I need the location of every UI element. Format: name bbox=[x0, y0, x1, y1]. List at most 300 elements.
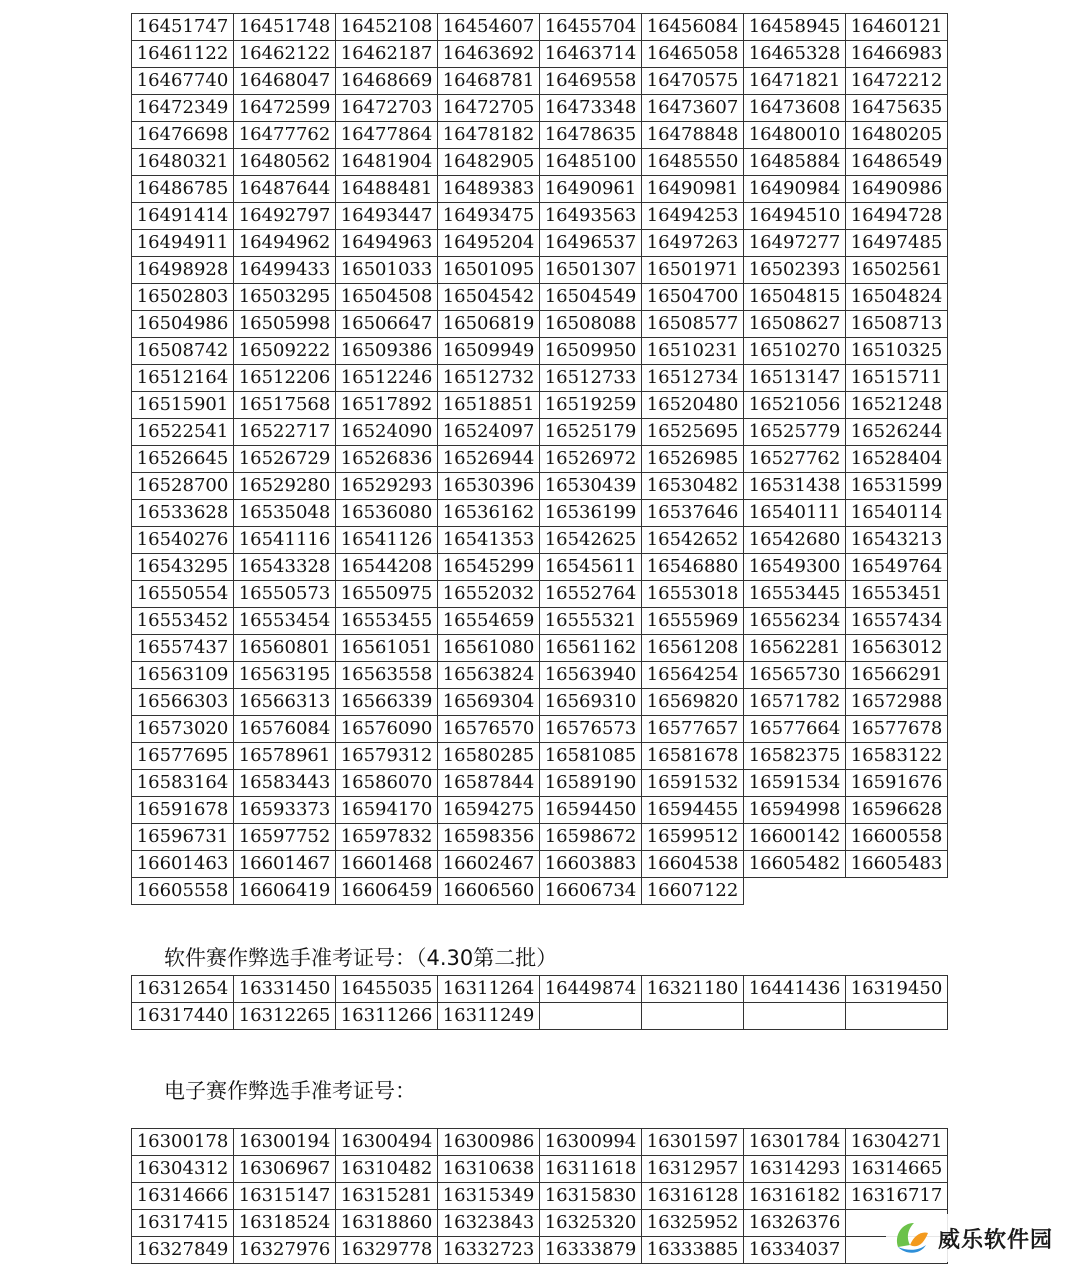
id-cell: 16564254 bbox=[642, 662, 744, 689]
id-cell: 16334037 bbox=[744, 1237, 846, 1264]
table-row bbox=[132, 149, 948, 176]
table-row bbox=[132, 392, 948, 419]
id-cell: 16537646 bbox=[642, 500, 744, 527]
table-row bbox=[132, 1210, 948, 1237]
id-cell: 16530396 bbox=[438, 473, 540, 500]
id-cell: 16458945 bbox=[744, 14, 846, 41]
id-cell: 16521248 bbox=[846, 392, 948, 419]
id-cell: 16569310 bbox=[540, 689, 642, 716]
table-row bbox=[132, 662, 948, 689]
id-cell: 16501095 bbox=[438, 257, 540, 284]
id-cell: 16455704 bbox=[540, 14, 642, 41]
id-cell: 16512733 bbox=[540, 365, 642, 392]
id-cell: 16599512 bbox=[642, 824, 744, 851]
id-cell: 16552764 bbox=[540, 581, 642, 608]
electronics-id-table-body bbox=[132, 1129, 948, 1264]
id-cell: 16561080 bbox=[438, 635, 540, 662]
id-cell: 16562281 bbox=[744, 635, 846, 662]
id-cell: 16473607 bbox=[642, 95, 744, 122]
id-cell: 16497485 bbox=[846, 230, 948, 257]
electronics-id-table bbox=[131, 1128, 948, 1264]
id-cell: 16531599 bbox=[846, 473, 948, 500]
id-cell: 16545299 bbox=[438, 554, 540, 581]
id-cell: 16480205 bbox=[846, 122, 948, 149]
id-cell: 16526985 bbox=[642, 446, 744, 473]
id-cell: 16563109 bbox=[132, 662, 234, 689]
id-cell: 16491414 bbox=[132, 203, 234, 230]
table-row bbox=[132, 41, 948, 68]
id-cell: 16508088 bbox=[540, 311, 642, 338]
id-cell: 16494962 bbox=[234, 230, 336, 257]
id-cell: 16318524 bbox=[234, 1210, 336, 1237]
id-cell: 16482905 bbox=[438, 149, 540, 176]
id-cell: 16525779 bbox=[744, 419, 846, 446]
id-cell: 16519259 bbox=[540, 392, 642, 419]
id-cell: 16540114 bbox=[846, 500, 948, 527]
id-cell: 16591678 bbox=[132, 797, 234, 824]
id-cell: 16578961 bbox=[234, 743, 336, 770]
id-cell: 16460121 bbox=[846, 14, 948, 41]
id-cell: 16312957 bbox=[642, 1156, 744, 1183]
id-cell: 16467740 bbox=[132, 68, 234, 95]
id-cell: 16506819 bbox=[438, 311, 540, 338]
id-cell: 16583122 bbox=[846, 743, 948, 770]
id-cell: 16315830 bbox=[540, 1183, 642, 1210]
id-cell: 16508577 bbox=[642, 311, 744, 338]
id-cell: 16607122 bbox=[642, 878, 744, 905]
id-cell: 16561051 bbox=[336, 635, 438, 662]
id-cell: 16549764 bbox=[846, 554, 948, 581]
id-cell: 16555321 bbox=[540, 608, 642, 635]
id-cell: 16573020 bbox=[132, 716, 234, 743]
id-cell: 16521056 bbox=[744, 392, 846, 419]
id-cell: 16542680 bbox=[744, 527, 846, 554]
table-row bbox=[132, 203, 948, 230]
id-cell: 16472349 bbox=[132, 95, 234, 122]
id-cell: 16577695 bbox=[132, 743, 234, 770]
id-cell: 16300178 bbox=[132, 1129, 234, 1156]
id-cell: 16311249 bbox=[438, 1003, 540, 1030]
id-cell: 16546880 bbox=[642, 554, 744, 581]
id-cell: 16318860 bbox=[336, 1210, 438, 1237]
id-cell: 16557434 bbox=[846, 608, 948, 635]
software-id-table bbox=[131, 975, 948, 1030]
table-row bbox=[132, 635, 948, 662]
id-cell: 16504700 bbox=[642, 284, 744, 311]
id-cell: 16606459 bbox=[336, 878, 438, 905]
id-cell: 16580285 bbox=[438, 743, 540, 770]
id-cell: 16552032 bbox=[438, 581, 540, 608]
id-cell: 16462187 bbox=[336, 41, 438, 68]
id-cell: 16572988 bbox=[846, 689, 948, 716]
table-row bbox=[132, 473, 948, 500]
id-cell bbox=[642, 1003, 744, 1030]
id-cell: 16333879 bbox=[540, 1237, 642, 1264]
id-cell: 16581678 bbox=[642, 743, 744, 770]
id-cell: 16593373 bbox=[234, 797, 336, 824]
id-cell: 16594170 bbox=[336, 797, 438, 824]
id-cell: 16553445 bbox=[744, 581, 846, 608]
id-cell: 16465328 bbox=[744, 41, 846, 68]
id-cell: 16468047 bbox=[234, 68, 336, 95]
id-cell: 16530439 bbox=[540, 473, 642, 500]
id-cell: 16601467 bbox=[234, 851, 336, 878]
id-cell: 16566303 bbox=[132, 689, 234, 716]
id-cell: 16605483 bbox=[846, 851, 948, 878]
table-row bbox=[132, 1183, 948, 1210]
table-row bbox=[132, 527, 948, 554]
id-cell: 16471821 bbox=[744, 68, 846, 95]
id-cell: 16526244 bbox=[846, 419, 948, 446]
id-cell: 16606560 bbox=[438, 878, 540, 905]
id-cell: 16504824 bbox=[846, 284, 948, 311]
id-cell: 16486549 bbox=[846, 149, 948, 176]
id-cell: 16488481 bbox=[336, 176, 438, 203]
id-cell: 16598672 bbox=[540, 824, 642, 851]
id-cell: 16531438 bbox=[744, 473, 846, 500]
id-cell: 16596731 bbox=[132, 824, 234, 851]
id-cell: 16525695 bbox=[642, 419, 744, 446]
id-cell: 16452108 bbox=[336, 14, 438, 41]
id-cell: 16544208 bbox=[336, 554, 438, 581]
id-cell: 16490961 bbox=[540, 176, 642, 203]
id-cell: 16490984 bbox=[744, 176, 846, 203]
id-cell: 16321180 bbox=[642, 976, 744, 1003]
id-cell: 16311266 bbox=[336, 1003, 438, 1030]
id-cell: 16504986 bbox=[132, 311, 234, 338]
id-cell: 16576084 bbox=[234, 716, 336, 743]
id-cell: 16556234 bbox=[744, 608, 846, 635]
id-cell: 16333885 bbox=[642, 1237, 744, 1264]
id-cell: 16314666 bbox=[132, 1183, 234, 1210]
table-row bbox=[132, 446, 948, 473]
id-cell: 16566339 bbox=[336, 689, 438, 716]
id-cell: 16543328 bbox=[234, 554, 336, 581]
id-cell: 16515901 bbox=[132, 392, 234, 419]
id-cell: 16327976 bbox=[234, 1237, 336, 1264]
id-cell: 16600558 bbox=[846, 824, 948, 851]
id-cell: 16490986 bbox=[846, 176, 948, 203]
table-row bbox=[132, 284, 948, 311]
id-cell: 16526729 bbox=[234, 446, 336, 473]
id-cell: 16550573 bbox=[234, 581, 336, 608]
id-cell: 16473348 bbox=[540, 95, 642, 122]
table-row bbox=[132, 68, 948, 95]
id-cell: 16512246 bbox=[336, 365, 438, 392]
id-cell: 16493475 bbox=[438, 203, 540, 230]
id-cell bbox=[846, 1003, 948, 1030]
id-cell: 16597752 bbox=[234, 824, 336, 851]
id-cell: 16606419 bbox=[234, 878, 336, 905]
id-cell: 16314665 bbox=[846, 1156, 948, 1183]
id-cell: 16536199 bbox=[540, 500, 642, 527]
id-cell: 16477762 bbox=[234, 122, 336, 149]
table-row bbox=[132, 311, 948, 338]
id-cell: 16311264 bbox=[438, 976, 540, 1003]
id-cell: 16536080 bbox=[336, 500, 438, 527]
id-cell: 16566291 bbox=[846, 662, 948, 689]
id-cell: 16323843 bbox=[438, 1210, 540, 1237]
id-cell: 16325320 bbox=[540, 1210, 642, 1237]
table-row bbox=[132, 824, 948, 851]
id-cell: 16533628 bbox=[132, 500, 234, 527]
id-cell: 16317415 bbox=[132, 1210, 234, 1237]
id-cell: 16496537 bbox=[540, 230, 642, 257]
id-cell: 16504815 bbox=[744, 284, 846, 311]
id-cell: 16525179 bbox=[540, 419, 642, 446]
main-id-table-body bbox=[132, 14, 948, 905]
id-cell: 16517568 bbox=[234, 392, 336, 419]
id-cell: 16463714 bbox=[540, 41, 642, 68]
id-cell: 16518851 bbox=[438, 392, 540, 419]
id-cell: 16529293 bbox=[336, 473, 438, 500]
id-cell: 16463692 bbox=[438, 41, 540, 68]
id-cell: 16481904 bbox=[336, 149, 438, 176]
id-cell: 16504508 bbox=[336, 284, 438, 311]
id-cell: 16569820 bbox=[642, 689, 744, 716]
id-cell: 16300994 bbox=[540, 1129, 642, 1156]
table-row bbox=[132, 257, 948, 284]
id-cell: 16524090 bbox=[336, 419, 438, 446]
table-row bbox=[132, 689, 948, 716]
table-row bbox=[132, 770, 948, 797]
table-row bbox=[132, 608, 948, 635]
id-cell: 16315281 bbox=[336, 1183, 438, 1210]
id-cell: 16536162 bbox=[438, 500, 540, 527]
id-cell: 16526944 bbox=[438, 446, 540, 473]
id-cell: 16605558 bbox=[132, 878, 234, 905]
id-cell: 16300494 bbox=[336, 1129, 438, 1156]
id-cell: 16605482 bbox=[744, 851, 846, 878]
id-cell: 16300194 bbox=[234, 1129, 336, 1156]
id-cell: 16560801 bbox=[234, 635, 336, 662]
id-cell: 16325952 bbox=[642, 1210, 744, 1237]
id-cell: 16512732 bbox=[438, 365, 540, 392]
id-cell: 16540111 bbox=[744, 500, 846, 527]
main-id-table bbox=[131, 13, 948, 905]
id-cell: 16515711 bbox=[846, 365, 948, 392]
id-cell: 16512206 bbox=[234, 365, 336, 392]
id-cell: 16591676 bbox=[846, 770, 948, 797]
id-cell: 16326376 bbox=[744, 1210, 846, 1237]
table-row bbox=[132, 230, 948, 257]
id-cell: 16478848 bbox=[642, 122, 744, 149]
id-cell: 16577664 bbox=[744, 716, 846, 743]
id-cell: 16504542 bbox=[438, 284, 540, 311]
id-cell: 16554659 bbox=[438, 608, 540, 635]
id-cell: 16555969 bbox=[642, 608, 744, 635]
id-cell: 16526836 bbox=[336, 446, 438, 473]
id-cell: 16541126 bbox=[336, 527, 438, 554]
id-cell: 16571782 bbox=[744, 689, 846, 716]
id-cell: 16331450 bbox=[234, 976, 336, 1003]
id-cell: 16522717 bbox=[234, 419, 336, 446]
id-cell: 16594275 bbox=[438, 797, 540, 824]
id-cell: 16470575 bbox=[642, 68, 744, 95]
id-cell: 16510325 bbox=[846, 338, 948, 365]
id-cell: 16502803 bbox=[132, 284, 234, 311]
id-cell: 16583443 bbox=[234, 770, 336, 797]
id-cell: 16304271 bbox=[846, 1129, 948, 1156]
id-cell: 16553454 bbox=[234, 608, 336, 635]
id-cell: 16462122 bbox=[234, 41, 336, 68]
id-cell: 16485884 bbox=[744, 149, 846, 176]
id-cell: 16561162 bbox=[540, 635, 642, 662]
id-cell: 16494911 bbox=[132, 230, 234, 257]
id-cell: 16506647 bbox=[336, 311, 438, 338]
watermark-text: 威乐软件园 bbox=[938, 1227, 1054, 1253]
id-cell: 16535048 bbox=[234, 500, 336, 527]
id-cell: 16510231 bbox=[642, 338, 744, 365]
id-cell: 16598356 bbox=[438, 824, 540, 851]
id-cell: 16494963 bbox=[336, 230, 438, 257]
id-cell: 16497263 bbox=[642, 230, 744, 257]
id-cell: 16513147 bbox=[744, 365, 846, 392]
id-cell: 16499433 bbox=[234, 257, 336, 284]
id-cell: 16317440 bbox=[132, 1003, 234, 1030]
id-cell: 16545611 bbox=[540, 554, 642, 581]
id-cell: 16604538 bbox=[642, 851, 744, 878]
table-row bbox=[132, 797, 948, 824]
id-cell: 16561208 bbox=[642, 635, 744, 662]
id-cell: 16526972 bbox=[540, 446, 642, 473]
id-cell: 16509386 bbox=[336, 338, 438, 365]
table-row bbox=[132, 14, 948, 41]
id-cell: 16540276 bbox=[132, 527, 234, 554]
id-cell: 16517892 bbox=[336, 392, 438, 419]
id-cell: 16528404 bbox=[846, 446, 948, 473]
table-row bbox=[132, 338, 948, 365]
id-cell: 16594455 bbox=[642, 797, 744, 824]
id-cell: 16468781 bbox=[438, 68, 540, 95]
id-cell: 16582375 bbox=[744, 743, 846, 770]
id-cell: 16563940 bbox=[540, 662, 642, 689]
id-cell: 16315349 bbox=[438, 1183, 540, 1210]
id-cell: 16510270 bbox=[744, 338, 846, 365]
id-cell: 16466983 bbox=[846, 41, 948, 68]
id-cell: 16579312 bbox=[336, 743, 438, 770]
table-row bbox=[132, 878, 948, 905]
id-cell: 16490981 bbox=[642, 176, 744, 203]
id-cell: 16577678 bbox=[846, 716, 948, 743]
id-cell: 16501033 bbox=[336, 257, 438, 284]
id-cell: 16508713 bbox=[846, 311, 948, 338]
id-cell: 16316182 bbox=[744, 1183, 846, 1210]
id-cell: 16563195 bbox=[234, 662, 336, 689]
id-cell: 16329778 bbox=[336, 1237, 438, 1264]
id-cell: 16503295 bbox=[234, 284, 336, 311]
table-row bbox=[132, 716, 948, 743]
id-cell: 16524097 bbox=[438, 419, 540, 446]
id-cell: 16494728 bbox=[846, 203, 948, 230]
id-cell: 16509949 bbox=[438, 338, 540, 365]
table-row bbox=[132, 554, 948, 581]
id-cell: 16480010 bbox=[744, 122, 846, 149]
id-cell: 16541353 bbox=[438, 527, 540, 554]
id-cell: 16475635 bbox=[846, 95, 948, 122]
software-id-table-body bbox=[132, 976, 948, 1030]
id-cell: 16472703 bbox=[336, 95, 438, 122]
table-row bbox=[132, 365, 948, 392]
id-cell: 16487644 bbox=[234, 176, 336, 203]
id-cell: 16543295 bbox=[132, 554, 234, 581]
table-row bbox=[132, 1003, 948, 1030]
id-cell: 16565730 bbox=[744, 662, 846, 689]
id-cell: 16441436 bbox=[744, 976, 846, 1003]
id-cell: 16589190 bbox=[540, 770, 642, 797]
id-cell: 16489383 bbox=[438, 176, 540, 203]
id-cell: 16480321 bbox=[132, 149, 234, 176]
id-cell: 16451747 bbox=[132, 14, 234, 41]
id-cell: 16485100 bbox=[540, 149, 642, 176]
id-cell: 16316128 bbox=[642, 1183, 744, 1210]
id-cell: 16530482 bbox=[642, 473, 744, 500]
table-row bbox=[132, 176, 948, 203]
id-cell: 16494253 bbox=[642, 203, 744, 230]
id-cell: 16310482 bbox=[336, 1156, 438, 1183]
table-row bbox=[132, 1156, 948, 1183]
id-cell: 16553452 bbox=[132, 608, 234, 635]
id-cell: 16509950 bbox=[540, 338, 642, 365]
id-cell: 16526645 bbox=[132, 446, 234, 473]
id-cell: 16576573 bbox=[540, 716, 642, 743]
id-cell: 16465058 bbox=[642, 41, 744, 68]
id-cell: 16566313 bbox=[234, 689, 336, 716]
table-row bbox=[132, 122, 948, 149]
id-cell: 16591532 bbox=[642, 770, 744, 797]
id-cell: 16300986 bbox=[438, 1129, 540, 1156]
id-cell: 16332723 bbox=[438, 1237, 540, 1264]
id-cell: 16569304 bbox=[438, 689, 540, 716]
id-cell: 16576570 bbox=[438, 716, 540, 743]
id-cell: 16494510 bbox=[744, 203, 846, 230]
id-cell: 16455035 bbox=[336, 976, 438, 1003]
table-row bbox=[132, 500, 948, 527]
table-row bbox=[132, 419, 948, 446]
table-row bbox=[132, 581, 948, 608]
id-cell: 16495204 bbox=[438, 230, 540, 257]
id-cell: 16557437 bbox=[132, 635, 234, 662]
id-cell: 16509222 bbox=[234, 338, 336, 365]
id-cell: 16306967 bbox=[234, 1156, 336, 1183]
id-cell: 16583164 bbox=[132, 770, 234, 797]
leaf-swirl-logo-icon bbox=[890, 1217, 932, 1259]
id-cell: 16493563 bbox=[540, 203, 642, 230]
id-cell: 16310638 bbox=[438, 1156, 540, 1183]
table-row bbox=[132, 851, 948, 878]
id-cell: 16497277 bbox=[744, 230, 846, 257]
id-cell: 16508627 bbox=[744, 311, 846, 338]
id-cell: 16600142 bbox=[744, 824, 846, 851]
electronics-section-heading: 电子赛作弊选手准考证号： bbox=[164, 1079, 416, 1103]
id-cell: 16553455 bbox=[336, 608, 438, 635]
id-cell: 16472599 bbox=[234, 95, 336, 122]
watermark bbox=[886, 1214, 1076, 1262]
id-cell: 16543213 bbox=[846, 527, 948, 554]
id-cell: 16601463 bbox=[132, 851, 234, 878]
id-cell: 16477864 bbox=[336, 122, 438, 149]
id-cell: 16304312 bbox=[132, 1156, 234, 1183]
id-cell: 16522541 bbox=[132, 419, 234, 446]
id-cell: 16316717 bbox=[846, 1183, 948, 1210]
id-cell: 16520480 bbox=[642, 392, 744, 419]
id-cell: 16563558 bbox=[336, 662, 438, 689]
table-row bbox=[132, 1237, 948, 1264]
id-cell: 16472705 bbox=[438, 95, 540, 122]
software-section-heading: 软件赛作弊选手准考证号：（4.30第二批） bbox=[164, 946, 558, 970]
id-cell: 16586070 bbox=[336, 770, 438, 797]
id-cell: 16603883 bbox=[540, 851, 642, 878]
